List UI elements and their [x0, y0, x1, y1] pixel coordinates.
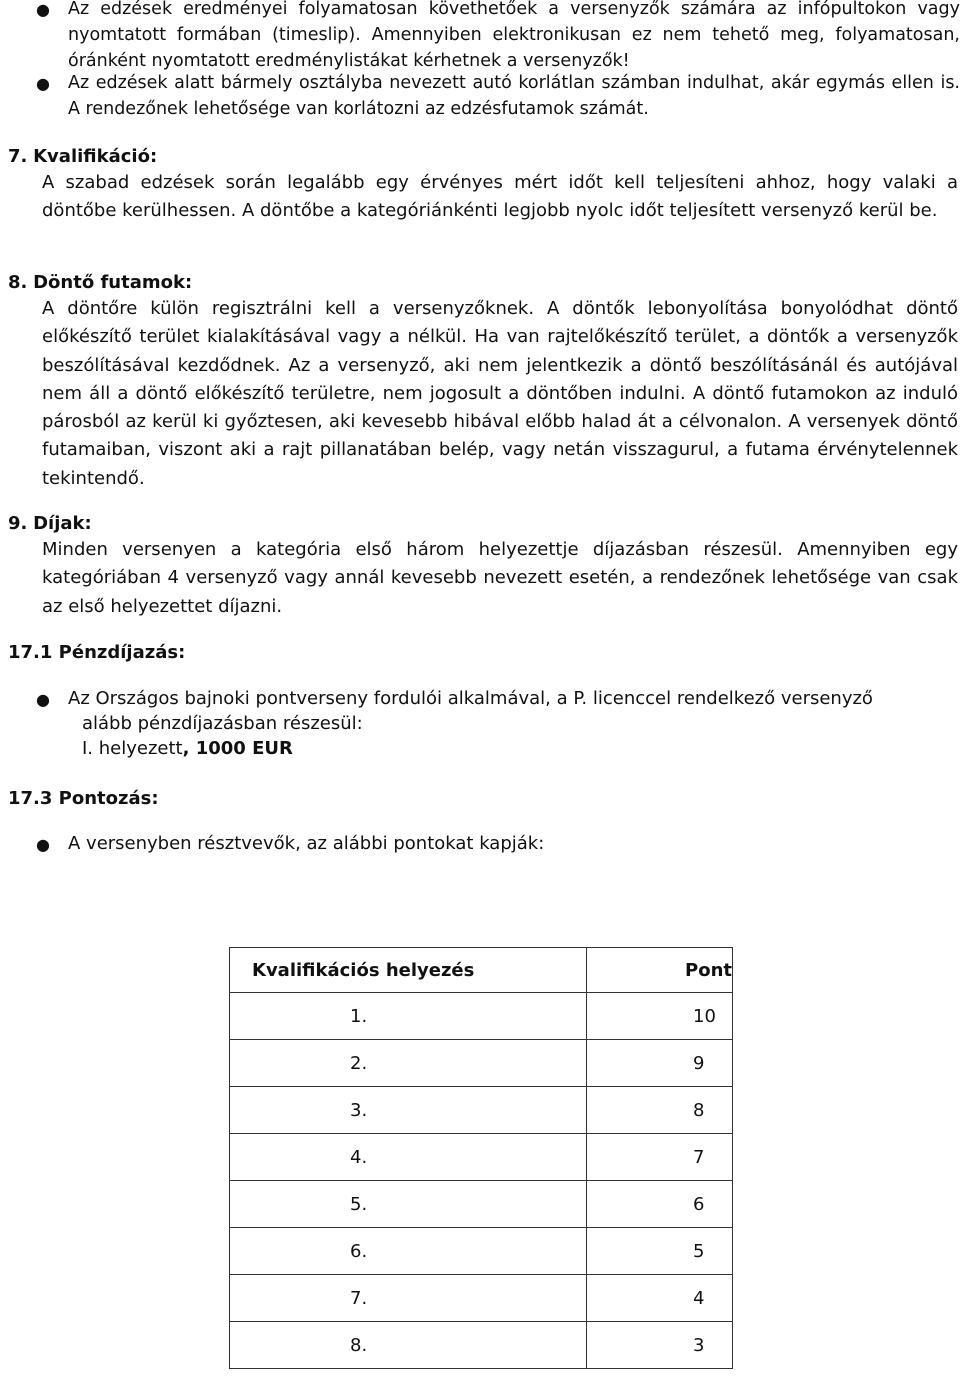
table-row	[230, 993, 733, 1040]
bullet-icon: ●	[36, 74, 50, 93]
cell-position: 7.	[230, 1275, 587, 1322]
table-row	[230, 1228, 733, 1275]
table-row	[230, 1181, 733, 1228]
prize-line-3	[82, 736, 293, 762]
points-table	[229, 947, 733, 1369]
cell-points: 4	[587, 1275, 733, 1322]
scoring-heading: 17.3 Pontozás:	[8, 788, 159, 809]
bullet-icon: ●	[36, 835, 50, 854]
column-header-position: Kvalifikációs helyezés	[230, 948, 587, 993]
section-number: 8.	[8, 272, 28, 293]
table-header-row	[230, 948, 733, 993]
cell-points: 3	[587, 1322, 733, 1369]
cell-points: 8	[587, 1087, 733, 1134]
cell-points: 9	[587, 1040, 733, 1087]
table-row	[230, 1275, 733, 1322]
bullet-text: Az edzések alatt bármely osztályba nevezett autó korlátlan számban indulhat, akár egymás ellen is. A rendezőnek lehetősége van korlátozni az edzésfutamok számát.	[68, 73, 960, 119]
cell-points: 10	[587, 993, 733, 1040]
prize-amount: , 1000 EUR	[182, 738, 293, 759]
table-row	[230, 1134, 733, 1181]
cell-position: 1.	[230, 993, 587, 1040]
section-number: 7.	[8, 146, 28, 167]
cell-position: 2.	[230, 1040, 587, 1087]
prize-heading: 17.1 Pénzdíjazás:	[8, 642, 186, 663]
bullet-text: Az edzések eredményei folyamatosan követhetőek a versenyzők számára az infópultokon vagy nyomtatott formában (timeslip). Amennyiben elektronikusan ez nem tehető meg, folyamatosan, óránként nyomtatott eredménylistákat kérhetnek a versenyzők!	[68, 0, 960, 71]
section-body: Minden versenyen a kategória első három helyezettje díjazásban részesül. Amennyiben egy kategóriában 4 versenyző vagy annál kevesebb nevezett esetén, a rendezőnek lehetősége van csak az első helyezettet díjazni.	[42, 539, 958, 617]
section-number: 9.	[8, 513, 28, 534]
table-row	[230, 1087, 733, 1134]
scoring-text: A versenyben résztvevők, az alábbi pontokat kapják:	[68, 833, 545, 854]
table-row	[230, 1040, 733, 1087]
cell-points: 6	[587, 1181, 733, 1228]
cell-position: 4.	[230, 1134, 587, 1181]
bullet-icon: ●	[36, 0, 50, 19]
section-body: A döntőre külön regisztrálni kell a versenyzőknek. A döntők lebonyolítása bonyolódhat döntő előkészítő terület kialakításával vagy a nélkül. Ha van rajtelőkészítő terület, a döntők a versenyzők beszólításával kezdődnek. Az a versenyző, aki nem jelentkezik a döntő beszólításánál és autójával nem áll a döntő előkészítő területre, nem jogosult a döntőben indulni. A döntő futamokon az induló párosból az kerül ki győztesen, aki kevesebb hibával előbb halad át a célvonalon. A versenyek döntő futamaiban, viszont aki a rajt pillanatában belép, vagy netán visszagurul, a futama érvénytelennek tekintendő.	[42, 298, 958, 489]
cell-position: 5.	[230, 1181, 587, 1228]
cell-position: 6.	[230, 1228, 587, 1275]
section-heading	[8, 143, 157, 171]
prize-line-1: Az Országos bajnoki pontverseny fordulói alkalmával, a P. licenccel rendelkező versenyző	[68, 688, 873, 709]
section-title: Díjak:	[33, 513, 92, 534]
bullet-icon: ●	[36, 690, 50, 709]
section-heading	[8, 269, 192, 297]
section-title: Döntő futamok:	[33, 272, 193, 293]
cell-position: 3.	[230, 1087, 587, 1134]
cell-position: 8.	[230, 1322, 587, 1369]
prize-line-2: alább pénzdíjazásban részesül:	[82, 713, 363, 734]
table-row	[230, 1322, 733, 1369]
section-body: A szabad edzések során legalább egy érvényes mért időt kell teljesíteni ahhoz, hogy valaki a döntőbe kerülhessen. A döntőbe a kategóriánkénti legjobb nyolc időt teljesített versenyző kerül be.	[42, 172, 958, 222]
prize-place: I. helyezett	[82, 738, 183, 759]
cell-points: 5	[587, 1228, 733, 1275]
section-title: Kvalifikáció:	[33, 146, 158, 167]
section-heading	[8, 510, 92, 538]
column-header-points: Pont	[587, 948, 733, 993]
cell-points: 7	[587, 1134, 733, 1181]
